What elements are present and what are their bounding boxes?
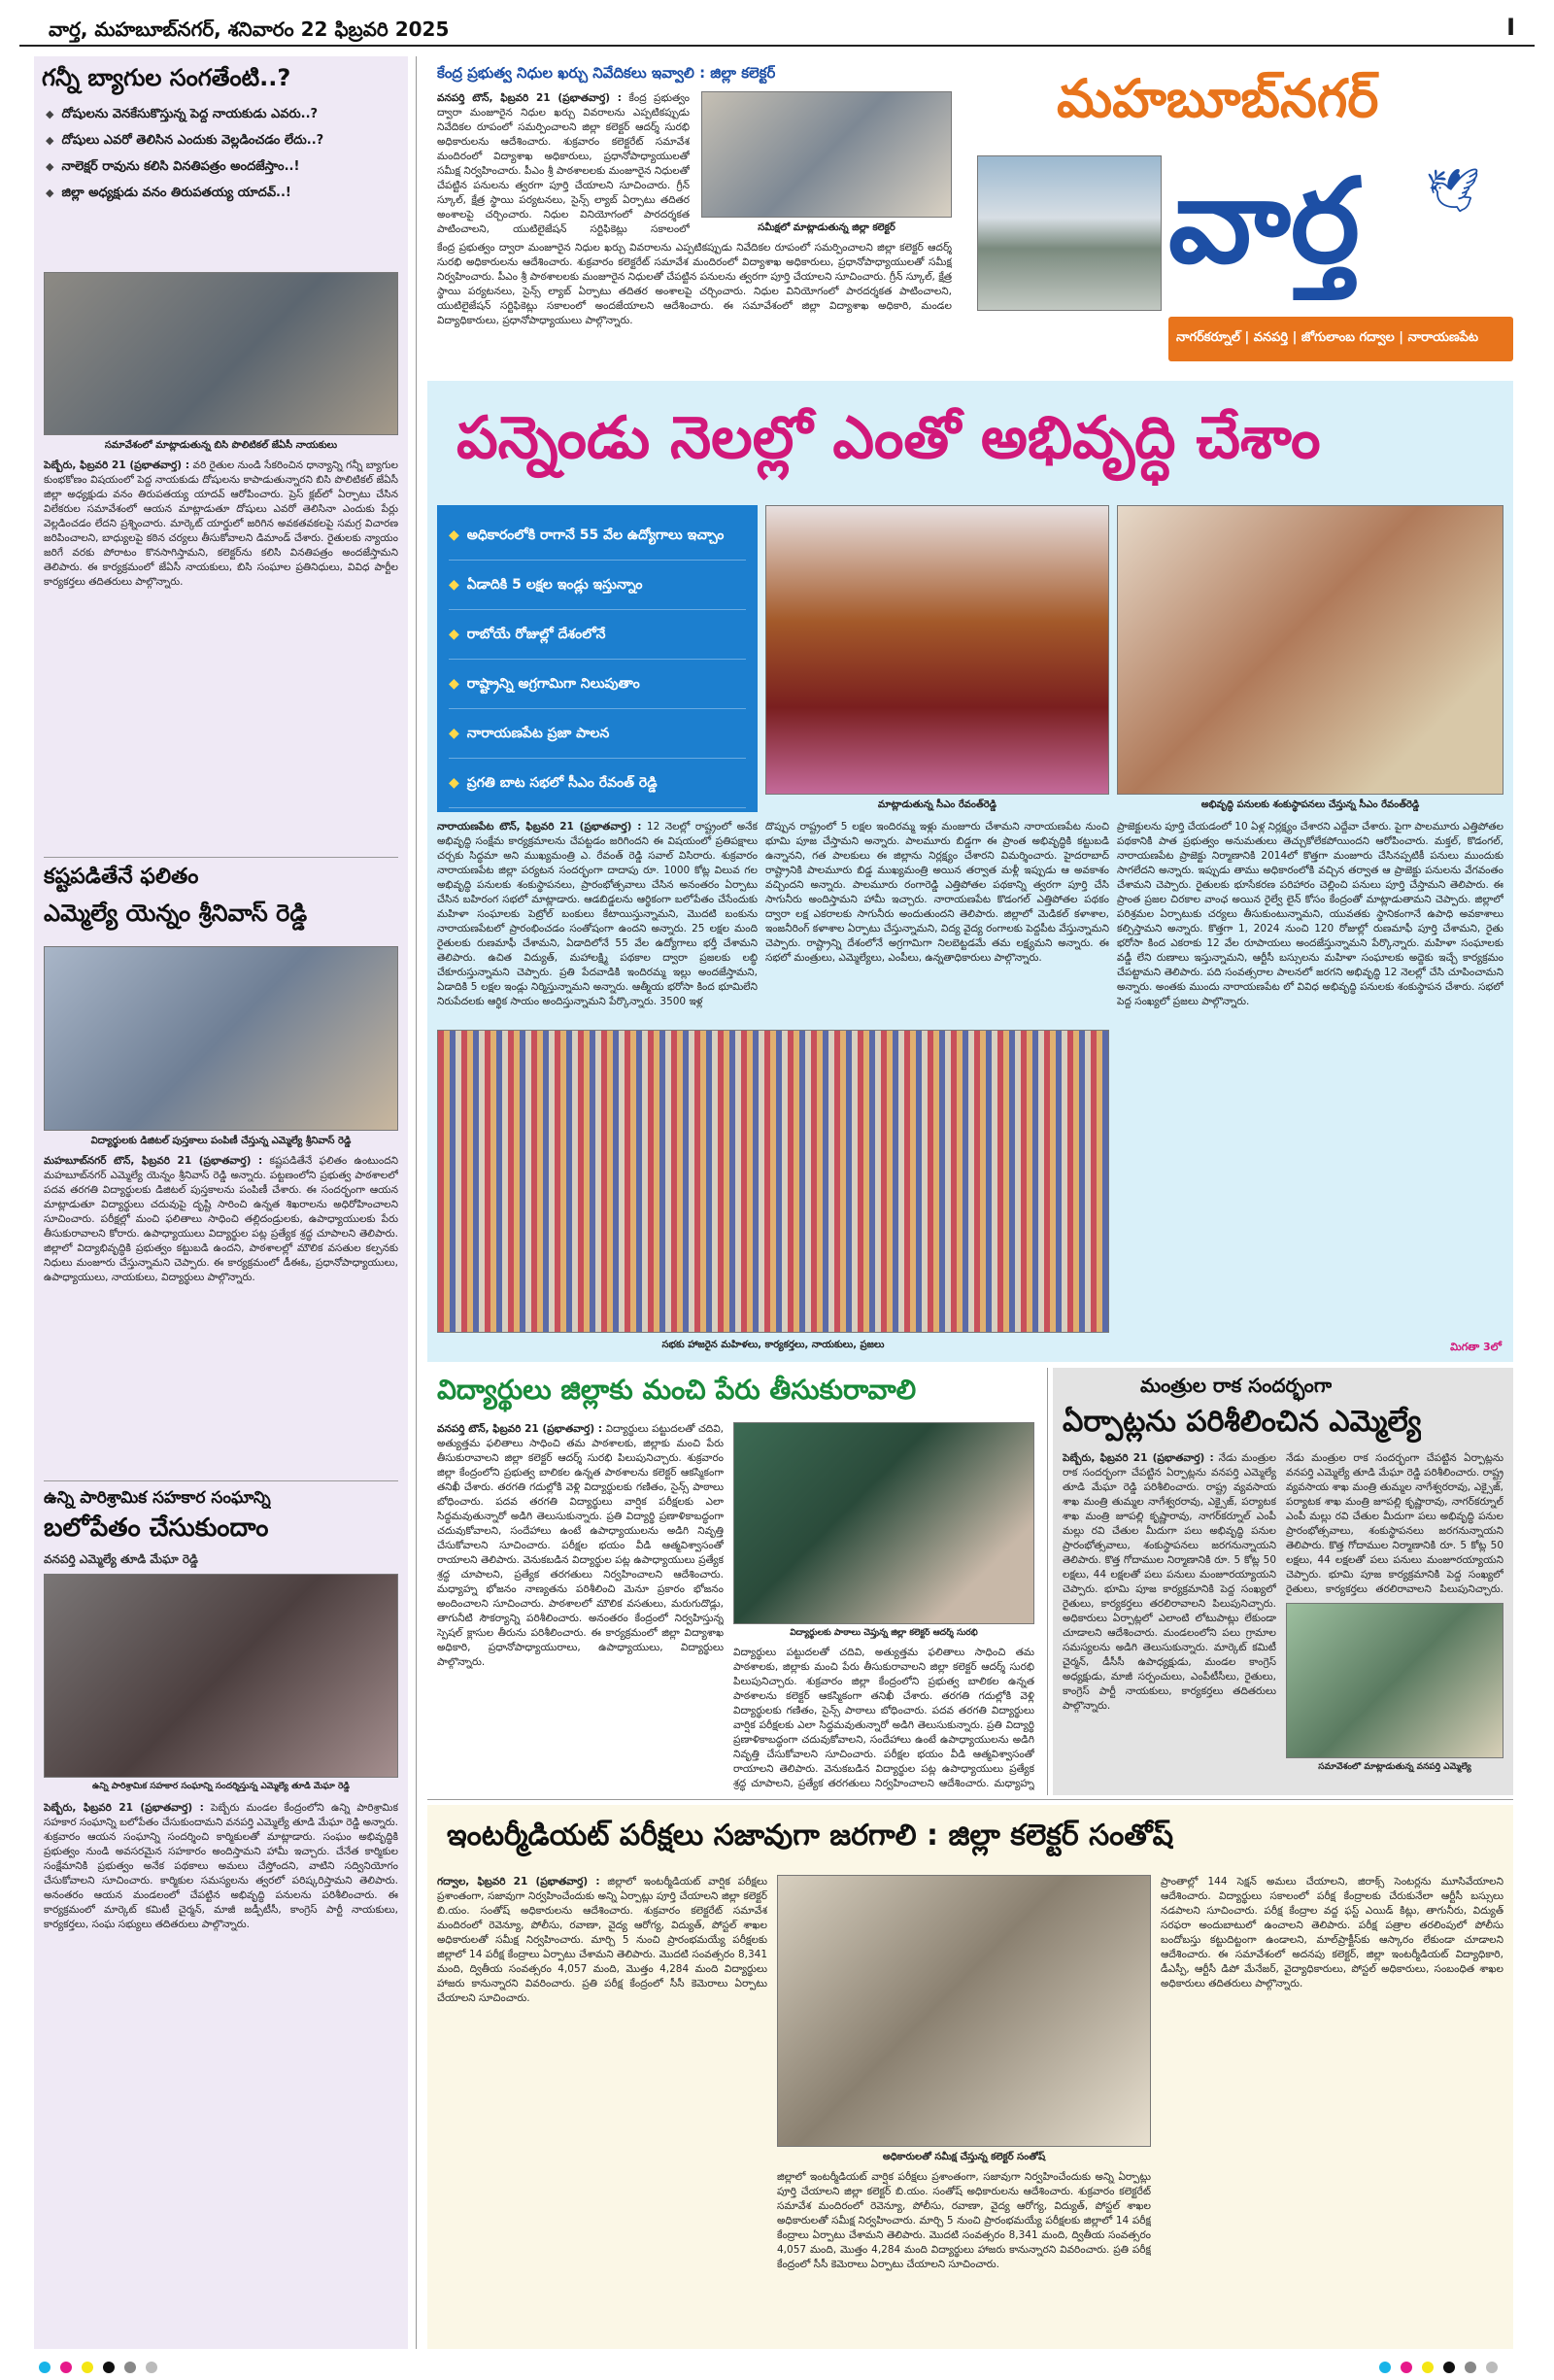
masthead-districts: నాగర్‌కర్నూల్ | వనపర్తి | జోగులాంబ గద్వాల | నారాయణపేట — [1176, 330, 1478, 345]
story-body: జిల్లాలో ఇంటర్మీడియట్ వార్షిక పరీక్షలు ప్రశాంతంగా, సజావుగా నిర్వహించేందుకు అన్ని ఏర్పాట్లు పూర్తి చేయాలని జిల్లా కలెక్టర్ బి.యం. సంతోష్ అధికారులను ఆదేశించారు. శుక్రవారం కలెక్టరేట్ సమావేశ మందిరంలో రెవెన్యూ, పోలీసు, రవాణా, వైద్య ఆరోగ్య, విద్యుత్, పోస్టల్ శాఖల అధికారులతో సమీక్ష నిర్వహించారు. మార్చి 5 నుంచి ప్రారంభమయ్యే పరీక్షలకు జిల్లాలో 14 పరీక్ష కేంద్రాలు ఏర్పాటు చేశామని తెలిపారు. మొదటి సంవత్సరం 8,341 మంది, ద్వితీయ సంవత్సరం 4,057 మంది, మొత్తం 4,284 మంది విద్యార్థులు హాజరు కానున్నారని వివరించారు. ప్రతి పరీక్ష కేంద్రంలో సీసీ కెమెరాలు ఏర్పాటు చేయాలని సూచించారు. — [437, 1876, 767, 2004]
crowd-photo — [437, 1030, 1109, 1333]
story-body: జిల్లాలో ఇంటర్మీడియట్ వార్షిక పరీక్షలు ప్రశాంతంగా, సజావుగా నిర్వహించేందుకు అన్ని ఏర్పాట్లు పూర్తి చేయాలని జిల్లా కలెక్టర్ బి.యం. సంతోష్ అధికారులను ఆదేశించారు. శుక్రవారం కలెక్టరేట్ సమావేశ మందిరంలో రెవెన్యూ, పోలీసు, రవాణా, వైద్య ఆరోగ్య, విద్యుత్, పోస్టల్ శాఖల అధికారులతో సమీక్ష నిర్వహించారు. మార్చి 5 నుంచి ప్రారంభమయ్యే పరీక్షలకు జిల్లాలో 14 పరీక్ష కేంద్రాలు ఏర్పాటు చేశామని తెలిపారు. మొదటి సంవత్సరం 8,341 మంది, ద్వితీయ సంవత్సరం 4,057 మంది, మొత్తం 4,284 మంది విద్యార్థులు హాజరు కానున్నారని వివరించారు. ప్రతి పరీక్ష కేంద్రంలో సీసీ కెమెరాలు ఏర్పాటు చేయాలని సూచించారు. — [777, 2171, 1151, 2270]
mla-meeting-photo — [1286, 1603, 1503, 1758]
crowd-caption: సభకు హాజరైన మహిళలు, కార్యకర్తలు, నాయకులు, ప్రజలు — [661, 1340, 885, 1350]
bullet-item: ◆ నాలెక్షర్ రావును కలిసి వినతిపత్రం అందజేస్తాం..! — [46, 153, 405, 180]
story-body: కేంద్ర ప్రభుత్వం ద్వారా మంజూరైన నిధుల ఖర్చు వివరాలను ఎప్పటికప్పుడు నివేదికల రూపంలో సమర్పించాలని జిల్లా కలెక్టర్ ఆదర్శ్ సురభి అధికారులను ఆదేశించారు. శుక్రవారం కలెక్టరేట్ సమావేశ మందిరంలో విద్యాశాఖ అధికారులు, ప్రధానోపాధ్యాయులతో సమీక్ష నిర్వహించారు. పీఎం శ్రీ పాఠశాలలకు మంజూరైన నిధులతో చేపట్టిన పనులను త్వరగా పూర్తి చేయాలని సూచించారు. గ్రీన్ స్కూల్, క్షేత్ర స్థాయి పర్యటనలు, సైన్స్ ల్యాబ్ ఏర్పాటు తదితర అంశాలపై చర్చించారు. నిధుల వినియోగంలో పారదర్శకత పాటించాలని, యుటిలైజేషన్ సర్టిఫికెట్లు సకాలంలో అందజేయాలని ఆదేశించారు. ఈ సమావేశంలో జిల్లా విద్యాశాఖ అధికారి, మండల విద్యాధికారులు, ప్రధానోపాధ్యాయులు పాల్గొన్నారు. — [437, 242, 952, 326]
page-header — [19, 12, 1535, 47]
story-wool-society — [44, 1801, 398, 2340]
bullet-item: ◆ జిల్లా అధ్యక్షుడు వనం తిరుపతయ్య యాదవ్..! — [46, 180, 405, 206]
top-story-headline: కేంద్ర ప్రభుత్వ నిధుల ఖర్చు నివేదికలు ఇవ్వాలి : జిల్లా కలెక్టర్ — [437, 64, 776, 82]
registration-dot — [1486, 2362, 1498, 2373]
story-dateline: మహబూబ్‌నగర్ టౌన్, ఫిబ్రవరి 21 (ప్రభాతవార్త) : — [44, 1155, 263, 1167]
registration-dot — [1465, 2362, 1476, 2373]
exam-body-right — [1161, 1875, 1503, 2331]
exam-review-caption: అధికారులతో సమీక్ష చేస్తున్న కలెక్టర్ సంతోష్ — [882, 2152, 1046, 2162]
dam-photo — [977, 155, 1162, 311]
story-gunny-bags — [44, 459, 398, 847]
header-dateline: వార్త, మహబూబ్‌నగర్, శనివారం 22 ఫిబ్రవరి 2025 — [49, 17, 450, 41]
masthead-title-top: మహబూబ్‌నగర్ — [1057, 68, 1379, 129]
registration-dot — [82, 2362, 93, 2373]
students-body-left — [437, 1422, 724, 1791]
jac-meeting-photo — [44, 272, 398, 435]
registration-dot — [124, 2362, 136, 2373]
registration-dot — [39, 2362, 51, 2373]
top-story-body-left — [437, 91, 690, 237]
collector-review-photo — [701, 91, 952, 218]
lead-story — [427, 381, 1513, 1362]
story-dateline: వనపర్తి టౌన్, ఫిబ్రవరి 21 (ప్రభాతవార్త) : — [437, 1423, 603, 1435]
registration-marks-right — [1379, 2359, 1503, 2377]
registration-dot — [103, 2362, 115, 2373]
story-dateline: పెబ్బేరు, ఫిబ్రవరి 21 (ప్రభాతవార్త) : — [44, 1802, 204, 1814]
students-body-right — [733, 1646, 1034, 1791]
left-column — [34, 56, 408, 2349]
ministers-headline: ఏర్పాట్లను పరిశీలించిన ఎమ్మెల్యే — [1063, 1405, 1422, 1439]
registration-marks-left — [39, 2359, 162, 2377]
bullet-item: ◆ దోషులను వెనకేసుకొస్తున్న పెద్ద నాయకుడు ఎవరు..? — [46, 101, 405, 127]
story-dateline: నారాయణపేట టౌన్, ఫిబ్రవరి 21 (ప్రభాతవార్త) : — [437, 821, 642, 833]
masthead-districts-bar — [1168, 317, 1513, 361]
registration-dot — [146, 2362, 157, 2373]
story-body: కష్టపడితేనే ఫలితం ఉంటుందని మహబూబ్‌నగర్ ఎమ్మెల్యే యెన్నం శ్రీనివాస్ రెడ్డి అన్నారు. పట్టణంలోని ప్రభుత్వ పాఠశాలలో పదవ తరగతి విద్యార్థులకు డిజిటల్ పుస్తకాలను పంపిణీ చేశారు. ఈ సందర్భంగా ఆయన మాట్లాడుతూ విద్యార్థులు చదువుపై దృష్టి సారించి ఉన్నత శిఖరాలను అధిరోహించాలని సూచించారు. పరీక్షల్లో మంచి ఫలితాలు సాధించి తల్లిదండ్రులకు, ఉపాధ్యాయులకు పేరు తీసుకురావాలని కోరారు. ఉపాధ్యాయులు విద్యార్థుల పట్ల ప్రత్యేక శ్రద్ధ చూపాలని తెలిపారు. జిల్లాలో విద్యాభివృద్ధికి ప్రభుత్వం కట్టుబడి ఉందని, పాఠశాలల్లో మౌలిక వసతుల కల్పనకు నిధులు మంజూరు చేస్తున్నామని చెప్పారు. ఈ కార్యక్రమంలో డీఈఓ, ప్రధానోపాధ్యాయులు, ఉపాధ్యాయులు, నాయకులు, విద్యార్థులు పాల్గొన్నారు. — [44, 1155, 398, 1283]
exam-story — [427, 1805, 1513, 2349]
mla-students-photo — [44, 946, 398, 1131]
ministers-body-right — [1286, 1451, 1503, 1597]
story-body: నేడు మంత్రుల రాక సందర్భంగా చేపట్టిన ఏర్పాట్లను వనపర్తి ఎమ్మెల్యే తూడి మేఘా రెడ్డి పరిశీలించారు. రాష్ట్ర వ్యవసాయ శాఖ మంత్రి తుమ్మల నాగేశ్వరరావు, ఎక్సైజ్, పర్యాటక శాఖ మంత్రి జూపల్లి కృష్ణారావు, నాగర్‌కర్నూల్ ఎంపీ మల్లు రవి చేతుల మీదుగా పలు అభివృద్ధి పనుల ప్రారంభోత్సవాలు, శంకుస్థాపనలు జరగనున్నాయని తెలిపారు. కొత్త గోదాముల నిర్మాణానికి రూ. 5 కోట్ల 50 లక్షలు, 44 లక్షలతో పలు పనులు మంజూరయ్యాయని చెప్పారు. భూమి పూజ కార్యక్రమానికి పెద్ద సంఖ్యలో రైతులు, కార్యకర్తలు తరలిరావాలని పిలుపునిచ్చారు. — [1286, 1452, 1503, 1595]
story-body: వరి రైతుల నుండి సేకరించిన ధాన్యాన్ని గన్నీ బ్యాగుల కుంభకోణం విషయంలో పెద్ద నాయకుడు దోషులను కాపాడుతున్నారని బిసి పొలిటికల్ జేఏసీ జిల్లా అధ్యక్షుడు వనం తిరుపతయ్య యాదవ్ ఆరోపించారు. ప్రెస్ క్లబ్‌లో ఏర్పాటు చేసిన విలేకరుల సమావేశంలో ఆయన మాట్లాడుతూ దోషులు ఎవరో తెలిసినా ఎందుకు పేర్లు వెల్లడించడం లేదని ప్రశ్నించారు. మార్కెట్ యార్డులో జరిగిన అవకతవకలపై సమగ్ర విచారణ జరిపించాలని, బాధ్యులపై కఠిన చర్యలు తీసుకోవాలని డిమాండ్ చేశారు. రైతులకు న్యాయం జరిగే వరకు పోరాటం కొనసాగిస్తామని, కలెక్టర్‌ను కలిసి వినతిపత్రం అందజేస్తామని తెలిపారు. ఈ కార్యక్రమంలో జేఏసీ నాయకులు, బిసి సంఘాల ప్రతినిధులు, వివిధ పార్టీల కార్యకర్తలు తదితరులు పాల్గొన్నారు. — [44, 459, 398, 588]
highlight-item: ◆ అధికారంలోకి రాగానే 55 వేల ఉద్యోగాలు ఇచ్చాం — [449, 511, 746, 561]
story3-subhead: వనపర్తి ఎమ్మెల్యే తూడి మేఘా రెడ్డి — [44, 1552, 198, 1566]
highlight-item: ◆ రాబోయే రోజుల్లో దేశంలోనే — [449, 610, 746, 660]
registration-dot — [1422, 2362, 1434, 2373]
highlight-item: ◆ ప్రగతి బాట సభలో సీఎం రేవంత్ రెడ్డి — [449, 759, 746, 808]
story3-headline-2: బలోపేతం చేసుకుందాం — [44, 1513, 269, 1543]
dove-icon: 🕊 — [1426, 166, 1480, 216]
highlight-item: ◆ ఏడాదికి 5 లక్షల ఇండ్లు ఇస్తున్నాం — [449, 561, 746, 610]
story-body: 12 నెలల్లో రాష్ట్రంలో అనేక అభివృద్ధి సంక్షేమ కార్యక్రమాలను చేపట్టడం జరిగిందని ఈ విషయంలో ప్రతిపక్షాలు చర్చకు సిద్ధమా అని ముఖ్యమంత్రి ఎ. రేవంత్ రెడ్డి సవాల్ విసిరారు. శుక్రవారం నారాయణపేట జిల్లా పర్యటన సందర్భంగా దాదాపు రూ. 1000 కోట్ల విలువ గల అభివృద్ధి పనులకు శంకుస్థాపనలు, ప్రారంభోత్సవాలు చేసిన అనంతరం ఏర్పాటు చేసిన బహిరంగ సభలో మాట్లాడారు. ఆడబిడ్డలను ఆర్థికంగా బలోపేతం చేసేందుకు మహిళా సంఘాలకు పెట్రోల్ బంకులు కేటాయిస్తున్నామని, మొదటి బంకును నారాయణపేటలో ప్రారంభించడం సంతోషంగా ఉందని అన్నారు. 25 లక్షల మంది రైతులకు రుణమాఫీ చేశామని, ఏడాదిలోనే 55 వేల ఉద్యోగాలు భర్తీ చేశామని తెలిపారు. ఉచిత విద్యుత్, మహాలక్ష్మి పథకాల ద్వారా ప్రజలకు లబ్ధి చేకూరుస్తున్నామని చెప్పారు. ప్రతి పేదవాడికి ఇందిరమ్మ ఇల్లు అందజేస్తామని, ఏడాదికి 5 లక్షల ఇండ్లు నిర్మిస్తున్నామని అన్నారు. ఆత్మీయ భరోసా కింద భూమిలేని నిరుపేదలకు ఆర్థిక సాయం అందిస్తున్నామని పేర్కొన్నారు. 3500 ఇళ్ల — [437, 821, 758, 1007]
story-dateline: పెబ్బేరు, ఫిబ్రవరి 21 (ప్రభాతవార్త) : — [44, 459, 190, 471]
exam-body-left — [437, 1875, 767, 2331]
lead-body-col2 — [765, 820, 1109, 1024]
ministers-kicker: మంత్రుల రాక సందర్భంగా — [1140, 1374, 1333, 1397]
collector-teaching-caption: విద్యార్థులకు పాఠాలు చెప్తున్న జిల్లా కలెక్టర్ ఆదర్శ్ సురభి — [790, 1628, 978, 1638]
story-dateline: వనపర్తి టౌన్, ఫిబ్రవరి 21 (ప్రభాతవార్త) : — [437, 92, 622, 104]
mla-meeting-caption: సమావేశంలో మాట్లాడుతున్న వనపర్తి ఎమ్మెల్యే — [1318, 1762, 1471, 1772]
mla-students-caption: విద్యార్థులకు డిజిటల్ పుస్తకాలు పంపిణీ చేస్తున్న ఎమ్మెల్యే శ్రీనివాస్ రెడ్డి — [90, 1136, 352, 1146]
ministers-story — [1053, 1368, 1513, 1795]
story-body: ప్రాజెక్టులను పూర్తి చేయడంలో 10 ఏళ్ల నిర్లక్ష్యం చేశారని ఎద్దేవా చేశారు. పైగా పాలమూరు ఎత్తిపోతల పథకానికి పాత ప్రభుత్వం అనుమతులు తెచ్చుకోలేకపోయిందని ఆరోపించారు. మక్తల్, కొడంగల్, నారాయణపేట ప్రాజెక్టు నిర్మాణానికి 2014లో కొత్తగా మంజూరు చేసినప్పటికీ పనులు ముందుకు సాగలేదని అన్నారు. ఇప్పుడు తాము అధికారంలోకి వచ్చిన తర్వాత ఆ ప్రాజెక్టు పనులను వేగవంతం చేశామని చెప్పారు. రైతులకు భూసేకరణ పరిహారం చెల్లించి పనులు పూర్తి చేస్తామని తెలిపారు. ఈ ప్రాంత ప్రజల చిరకాల వాంఛ అయిన రైల్వే లైన్ కోసం కేంద్రంతో మాట్లాడుతామని చెప్పారు. జిల్లాలో పరిశ్రమల ఏర్పాటుకు చర్యలు తీసుకుంటున్నామని, యువతకు స్థానికంగానే ఉపాధి అవకాశాలు కల్పిస్తామని అన్నారు. కొత్తగా 1, 2024 నుంచి 120 రోజుల్లో రుణమాఫీ పూర్తి చేశామని, రైతు భరోసా కింద ఎకరాకు 12 వేల రూపాయలు అందజేస్తున్నామని పేర్కొన్నారు. మహిళా సంఘాలకు వడ్డీ లేని రుణాలు ఇస్తున్నామని, ఆర్టీసీ బస్సులను మహిళా సంఘాలకు అద్దెకు ఇచ్చే కార్యక్రమం చేపట్టామని తెలిపారు. పది సంవత్సరాల పాలనలో జరగని అభివృద్ధి 12 నెలల్లో చేసి చూపించామని అన్నారు. అంతకు ముందు నారాయణపేట లో వివిధ అభివృద్ధి పనులకు శంకుస్థాపన చేశారు. సభలో పెద్ద సంఖ్యలో ప్రజలు పాల్గొన్నారు. — [1117, 821, 1503, 1007]
story2-headline-1: కష్టపడితేనే ఫలితం — [44, 865, 199, 889]
exam-headline: ఇంటర్మీడియట్ పరీక్షలు సజావుగా జరగాలి : జిల్లా కలెక్టర్ సంతోష్ — [447, 1819, 1174, 1853]
story-dateline: పెబ్బేరు, ఫిబ్రవరి 21 (ప్రభాతవార్త) : — [1063, 1452, 1214, 1464]
masthead-title-main: వార్త — [1168, 154, 1360, 289]
story-hard-work — [44, 1154, 398, 1475]
cm-speaking-photo — [765, 505, 1109, 795]
cm-foundation-caption: అభివృద్ధి పనులకు శంకుస్థాపనలు చేస్తున్న సీఎం రేవంత్‌రెడ్డి — [1200, 799, 1420, 810]
top-story-body-lower — [437, 241, 952, 372]
collector-teaching-photo — [733, 1422, 1034, 1624]
continued-marker: మిగతా 3లో — [1450, 1341, 1502, 1353]
story-body: ప్రాంతాల్లో 144 సెక్షన్ అమలు చేయాలని, జిరాక్స్ సెంటర్లను మూసివేయాలని ఆదేశించారు. విద్యార్థులు సకాలంలో పరీక్ష కేంద్రాలకు చేరుకునేలా ఆర్టీసీ బస్సులు నడపాలని సూచించారు. పరీక్ష కేంద్రాల వద్ద ఫస్ట్ ఎయిడ్ కిట్లు, తాగునీరు, విద్యుత్ సరఫరా అందుబాటులో ఉంచాలని తెలిపారు. పరీక్ష పత్రాల తరలింపులో పోలీసు బందోబస్తు కట్టుదిట్టంగా ఉండాలని, మాల్‌ప్రాక్టీస్‌కు ఆస్కారం లేకుండా చూడాలని ఆదేశించారు. ఈ సమావేశంలో అదనపు కలెక్టర్, జిల్లా ఇంటర్మీడియట్ విద్యాధికారి, డీఎస్పీ, ఆర్టీసీ డిపో మేనేజర్, వైద్యాధికారులు, పోస్టల్ అధికారులు, సంబంధిత శాఖల అధికారులు తదితరులు పాల్గొన్నారు. — [1161, 1876, 1503, 1989]
bullet-item: ◆ దోషులు ఎవరో తెలిసిన ఎందుకు వెల్లడించడం లేదు..? — [46, 127, 405, 153]
students-story — [427, 1368, 1041, 1795]
story-body: నేడు మంత్రుల రాక సందర్భంగా చేపట్టిన ఏర్పాట్లను వనపర్తి ఎమ్మెల్యే తూడి మేఘా రెడ్డి పరిశీలించారు. రాష్ట్ర వ్యవసాయ శాఖ మంత్రి తుమ్మల నాగేశ్వరరావు, ఎక్సైజ్, పర్యాటక శాఖ మంత్రి జూపల్లి కృష్ణారావు, నాగర్‌కర్నూల్ ఎంపీ మల్లు రవి చేతుల మీదుగా పలు అభివృద్ధి పనుల ప్రారంభోత్సవాలు, శంకుస్థాపనలు జరగనున్నాయని తెలిపారు. కొత్త గోదాముల నిర్మాణానికి రూ. 5 కోట్ల 50 లక్షలు, 44 లక్షలతో పలు పనులు మంజూరయ్యాయని చెప్పారు. భూమి పూజ కార్యక్రమానికి పెద్ద సంఖ్యలో రైతులు, కార్యకర్తలు తరలిరావాలని పిలుపునిచ్చారు. అధికారులు ఏర్పాట్లలో ఎలాంటి లోటుపాట్లు లేకుండా చూడాలని ఆదేశించారు. మండలంలోని పలు గ్రామాల సమస్యలను అడిగి తెలుసుకున్నారు. మార్కెట్ కమిటీ చైర్మన్, డీసీసీ ఉపాధ్యక్షుడు, మండల కాంగ్రెస్ అధ్యక్షుడు, మాజీ సర్పంచులు, ఎంపీటీసీలు, రైతులు, కాంగ్రెస్ పార్టీ నాయకులు, కార్యకర్తలు తదితరులు పాల్గొన్నారు. — [1063, 1452, 1276, 1712]
wool-society-photo — [44, 1574, 398, 1778]
students-headline: విద్యార్థులు జిల్లాకు మంచి పేరు తీసుకురావాలి — [437, 1374, 917, 1406]
story-body: పెబ్బేరు మండల కేంద్రంలోని ఉన్ని పారిశ్రామిక సహకార సంఘాన్ని బలోపేతం చేసుకుందామని వనపర్తి ఎమ్మెల్యే తూడి మేఘా రెడ్డి అన్నారు. శుక్రవారం ఆయన సంఘాన్ని సందర్శించి కార్మికులతో మాట్లాడారు. సంఘం అభివృద్ధికి ప్రభుత్వం నుండి అవసరమైన సహకారం అందిస్తామని హామీ ఇచ్చారు. చేనేత కార్మికుల సంక్షేమానికి ప్రభుత్వం అనేక పథకాలు అమలు చేస్తోందని, వాటిని సద్వినియోగం చేసుకోవాలని సూచించారు. కార్మికుల సమస్యలను త్వరలో పరిష్కరిస్తామని తెలిపారు. అనంతరం ఆయన మండలంలో చేపట్టిన అభివృద్ధి పనులను పరిశీలించారు. ఈ కార్యక్రమంలో మార్కెట్ కమిటీ చైర్మన్, మాజీ జడ్పీటీసీ, కాంగ్రెస్ పార్టీ నాయకులు, కార్యకర్తలు, సంఘ సభ్యులు తదితరులు పాల్గొన్నారు. — [44, 1802, 398, 1930]
top-story-collector — [427, 56, 962, 377]
story2-headline-2: ఎమ్మెల్యే యెన్నం శ్రీనివాస్ రెడ్డి — [44, 900, 308, 927]
cm-foundation-photo — [1117, 505, 1503, 795]
highlight-item: ◆ రాష్ట్రాన్ని అగ్రగామిగా నిలుపుతాం — [449, 660, 746, 709]
page-number: I — [1506, 14, 1515, 41]
story3-headline-1: ఉన్ని పారిశ్రామిక సహకార సంఘాన్ని — [44, 1488, 271, 1508]
story-dateline: గద్వాల, ఫిబ్రవరి 21 (ప్రభాతవార్త) : — [437, 1876, 600, 1887]
highlight-item: ◆ నారాయణపేట ప్రజా పాలన — [449, 709, 746, 759]
story-body: విద్యార్థులు పట్టుదలతో చదివి, అత్యుత్తమ ఫలితాలు సాధించి తమ పాఠశాలకు, జిల్లాకు మంచి పేరు తీసుకురావాలని జిల్లా కలెక్టర్ ఆదర్శ్ సురభి పిలుపునిచ్చారు. శుక్రవారం జిల్లా కేంద్రంలోని ప్రభుత్వ బాలికల ఉన్నత పాఠశాలను కలెక్టర్ ఆకస్మికంగా తనిఖీ చేశారు. తరగతి గదుల్లోకి వెళ్లి విద్యార్థులకు గణితం, సైన్స్ పాఠాలు బోధించారు. పదవ తరగతి విద్యార్థులు వార్షిక పరీక్షలకు ఎలా సిద్ధమవుతున్నారో అడిగి తెలుసుకున్నారు. ప్రతి విద్యార్థి ప్రణాళికాబద్ధంగా చదువుకోవాలని, సందేహాలు ఉంటే ఉపాధ్యాయులను అడిగి నివృత్తి చేసుకోవాలని సూచించారు. పరీక్షల భయం వీడి ఆత్మవిశ్వాసంతో రాయాలని తెలిపారు. వెనుకబడిన విద్యార్థుల పట్ల ఉపాధ్యాయులు ప్రత్యేక శ్రద్ధ చూపాలని, ప్రత్యేక తరగతులు నిర్వహించాలని ఆదేశించారు. మధ్యాహ్న భోజనం నాణ్యతను పరిశీలించి మెనూ ప్రకారం భోజనం అందించాలని సూచించారు. పాఠశాలలో మౌలిక వసతులు, మరుగుదొడ్లు, తాగునీటి సౌకర్యాన్ని పరిశీలించారు. అనంతరం కేంద్రంలో నిర్వహిస్తున్న స్పెషల్ క్లాసుల తీరును పరిశీలించారు. ఈ కార్యక్రమంలో జిల్లా విద్యాశాఖ అధికారి, ప్రధానోపాధ్యాయురాలు, ఉపాధ్యాయులు, విద్యార్థులు పాల్గొన్నారు. — [437, 1423, 724, 1668]
registration-dot — [60, 2362, 72, 2373]
jac-photo-caption: సమావేశంలో మాట్లాడుతున్న బిసి పొలిటికల్ జేఏసీ నాయకులు — [104, 440, 338, 451]
gunny-bags-box-title: గన్నీ బ్యాగుల సంగతేంటి..? — [42, 64, 291, 91]
story-body: దొప్పున రాష్ట్రంలో 5 లక్షల ఇందిరమ్మ ఇళ్లు మంజూరు చేశామని నారాయణపేట నుంచి భూమి పూజ చేస్తామని అన్నారు. పాలమూరు బిడ్డగా ఈ ప్రాంత అభివృద్ధికి కట్టుబడి ఉన్నానని, గత పాలకులు ఈ జిల్లాను నిర్లక్ష్యం చేశారని విమర్శించారు. హైదరాబాద్ రాష్ట్రానికి పాలమూరు బిడ్డ ముఖ్యమంత్రి అయిన తర్వాత మళ్లీ ఇప్పుడు ఆ అవకాశం వచ్చిందని అన్నారు. పాలమూరు రంగారెడ్డి ఎత్తిపోతల పథకాన్ని త్వరగా పూర్తి చేసి సాగునీరు అందిస్తామని హామీ ఇచ్చారు. నారాయణపేట కొడంగల్ ఎత్తిపోతల పథకం ద్వారా లక్ష ఎకరాలకు సాగునీరు అందుతుందని తెలిపారు. జిల్లాలో మెడికల్ కళాశాల, ఇంజనీరింగ్ కళాశాల ఏర్పాటు చేస్తున్నామని, విద్య వైద్య రంగాలకు పెద్దపీట వేస్తున్నామని చెప్పారు. రాష్ట్రాన్ని దేశంలోనే అగ్రగామిగా నిలబెట్టడమే తమ లక్ష్యమని అన్నారు. ఈ సభలో మంత్రులు, ఎమ్మెల్యేలు, ఎంపీలు, ఉన్నతాధికారులు పాల్గొన్నారు. — [765, 821, 1109, 964]
registration-dot — [1443, 2362, 1455, 2373]
story-body: విద్యార్థులు పట్టుదలతో చదివి, అత్యుత్తమ ఫలితాలు సాధించి తమ పాఠశాలకు, జిల్లాకు మంచి పేరు తీసుకురావాలని జిల్లా కలెక్టర్ ఆదర్శ్ సురభి పిలుపునిచ్చారు. శుక్రవారం జిల్లా కేంద్రంలోని ప్రభుత్వ బాలికల ఉన్నత పాఠశాలను కలెక్టర్ ఆకస్మికంగా తనిఖీ చేశారు. తరగతి గదుల్లోకి వెళ్లి విద్యార్థులకు గణితం, సైన్స్ పాఠాలు బోధించారు. పదవ తరగతి విద్యార్థులు వార్షిక పరీక్షలకు ఎలా సిద్ధమవుతున్నారో అడిగి తెలుసుకున్నారు. ప్రతి విద్యార్థి ప్రణాళికాబద్ధంగా చదువుకోవాలని, సందేహాలు ఉంటే ఉపాధ్యాయులను అడిగి నివృత్తి చేసుకోవాలని సూచించారు. పరీక్షల భయం వీడి ఆత్మవిశ్వాసంతో రాయాలని తెలిపారు. వెనుకబడిన విద్యార్థుల పట్ల ఉపాధ్యాయులు ప్రత్యేక శ్రద్ధ చూపాలని, ప్రత్యేక తరగతులు నిర్వహించాలని ఆదేశించారు. మధ్యాహ్న — [733, 1647, 1034, 1789]
story-body: కేంద్ర ప్రభుత్వం ద్వారా మంజూరైన నిధుల ఖర్చు వివరాలను ఎప్పటికప్పుడు నివేదికల రూపంలో సమర్పించాలని జిల్లా కలెక్టర్ ఆదర్శ్ సురభి అధికారులను ఆదేశించారు. శుక్రవారం కలెక్టరేట్ సమావేశ మందిరంలో విద్యాశాఖ అధికారులు, ప్రధానోపాధ్యాయులతో సమీక్ష నిర్వహించారు. పీఎం శ్రీ పాఠశాలలకు మంజూరైన నిధులతో చేపట్టిన పనులను త్వరగా పూర్తి చేయాలని సూచించారు. గ్రీన్ స్కూల్, క్షేత్ర స్థాయి పర్యటనలు, సైన్స్ ల్యాబ్ ఏర్పాటు తదితర అంశాలపై చర్చించారు. నిధుల వినియోగంలో పారదర్శకత పాటించాలని, యుటిలైజేషన్ సర్టిఫికెట్లు సకాలంలో — [437, 92, 690, 235]
ministers-body-left — [1063, 1451, 1276, 1782]
collector-review-caption: సమీక్షలో మాట్లాడుతున్న జిల్లా కలెక్టర్ — [758, 222, 895, 233]
exam-body-middle — [777, 2170, 1151, 2331]
exam-review-photo — [777, 1875, 1151, 2147]
lead-highlights-box — [437, 505, 758, 812]
lead-headline: పన్నెండు నెలల్లో ఎంతో అభివృద్ధి చేశాం — [456, 404, 1321, 472]
wool-society-caption: ఉన్ని పారిశ్రామిక సహకార సంఘాన్ని సందర్శిస్తున్న ఎమ్మెల్యే తూడి మేఘా రెడ్డి — [92, 1782, 350, 1791]
lead-body-col3 — [1117, 820, 1503, 1340]
gunny-bags-bullets — [46, 101, 405, 206]
registration-dot — [1379, 2362, 1391, 2373]
cm-speaking-caption: మాట్లాడుతున్న సీఎం రేవంత్‌రెడ్డి — [877, 799, 997, 810]
masthead — [969, 56, 1513, 377]
registration-dot — [1401, 2362, 1412, 2373]
lead-body-col1 — [437, 820, 758, 1024]
